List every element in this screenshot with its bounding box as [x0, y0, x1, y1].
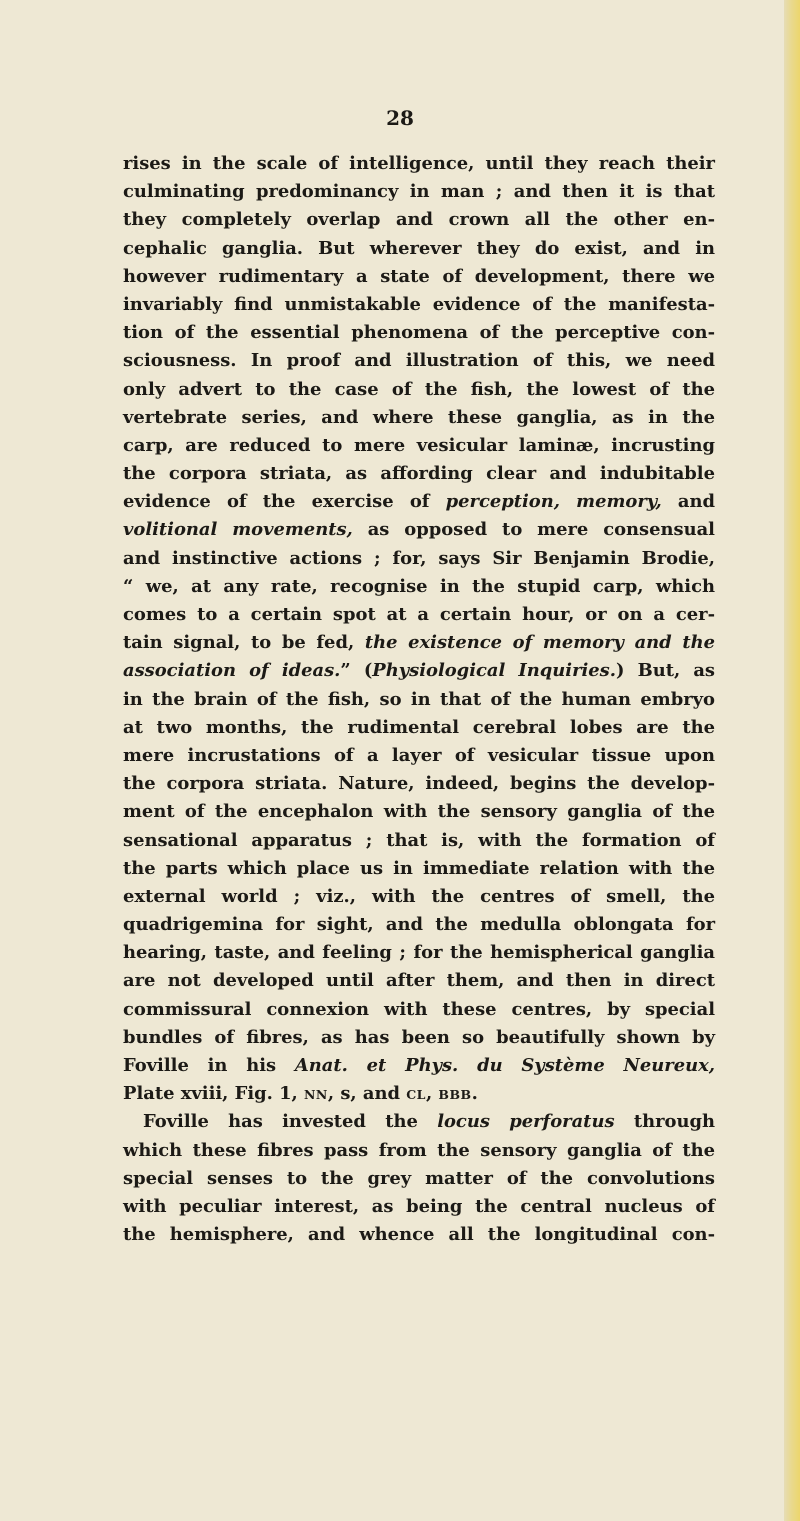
text-line: [123, 1024, 715, 1052]
text-line: [123, 1193, 715, 1221]
text-segment: and instinctive actions ; for, says Sir Benjamin Brodie,: [123, 547, 715, 569]
text-segment: with peculiar interest, as being the central nucleus of: [123, 1195, 715, 1217]
text-line: [123, 488, 715, 516]
text-segment: ,: [425, 1083, 439, 1105]
text-line: [123, 1108, 715, 1136]
text-segment: ” (: [340, 660, 373, 682]
text-segment: , s, and: [327, 1083, 407, 1105]
text-line: [123, 516, 715, 544]
text-segment: which these fibres pass from the sensory ganglia of the: [123, 1139, 715, 1161]
text-segment: sciousness. In proof and illustration of this, we need: [123, 350, 715, 372]
text-segment: at two months, the rudimental cerebral lobes are the: [123, 716, 715, 738]
text-segment: Plate xviii, Fig. 1,: [123, 1083, 304, 1105]
text-line: [123, 1137, 715, 1165]
text-segment: evidence of the exercise of: [123, 491, 446, 513]
text-line: [123, 1052, 715, 1080]
text-segment: cephalic ganglia. But wherever they do exist, and in: [123, 237, 715, 259]
text-line: [123, 206, 715, 234]
text-segment: they completely overlap and crown all the other en-: [123, 209, 715, 231]
text-segment: tion of the essential phenomena of the perceptive con-: [123, 322, 715, 344]
page-number: 28: [386, 106, 414, 130]
body-text: [123, 150, 715, 1249]
text-line: [123, 1080, 715, 1108]
text-segment: the parts which place us in immediate relation with the: [123, 857, 715, 879]
text-segment: hearing, taste, and feeling ; for the hemispherical ganglia: [123, 942, 715, 964]
text-segment: only advert to the case of the fish, the lowest of the: [123, 378, 715, 400]
italic-text: the existence of memory and the: [364, 632, 715, 654]
text-line: [123, 460, 715, 488]
text-line: [123, 770, 715, 798]
text-line: [123, 432, 715, 460]
text-segment: are not developed until after them, and then in direct: [123, 970, 715, 992]
text-segment: commissural connexion with these centres, by special: [123, 998, 715, 1020]
text-line: [123, 319, 715, 347]
italic-text: locus perforatus: [437, 1111, 615, 1133]
italic-text: Anat. et Phys. du Système Neureux,: [294, 1055, 715, 1076]
text-segment: the corpora striata. Nature, indeed, begins the develop-: [123, 773, 715, 795]
text-line: [123, 235, 715, 263]
italic-text: volitional movements,: [123, 519, 353, 541]
text-segment: ) But, as: [616, 660, 715, 682]
text-segment: “ we, at any rate, recognise in the stupid carp, which: [123, 575, 715, 597]
text-segment: rises in the scale of intelligence, until they reach their: [123, 153, 715, 174]
text-segment: special senses to the grey matter of the convolutions: [123, 1167, 715, 1189]
small-caps-text: NN: [304, 1087, 328, 1103]
small-caps-text: CL: [406, 1087, 426, 1103]
text-line: [123, 657, 715, 685]
text-segment: as opposed to mere consensual: [352, 519, 715, 541]
text-segment: the corpora striata, as affording clear and indubitable: [123, 463, 715, 485]
text-segment: vertebrate series, and where these ganglia, as in the: [123, 406, 715, 428]
text-segment: through: [614, 1111, 715, 1133]
text-line: [123, 686, 715, 714]
page-edge-shadow: [784, 0, 800, 1521]
text-segment: the hemisphere, and whence all the longitudinal con-: [123, 1224, 715, 1246]
text-segment: however rudimentary a state of development, there we: [123, 265, 715, 287]
text-segment: invariably find unmistakable evidence of the manifesta-: [123, 293, 715, 315]
text-segment: mere incrustations of a layer of vesicular tissue upon: [123, 744, 715, 766]
italic-text: Physiological Inquiries.: [372, 660, 616, 682]
text-line: [123, 911, 715, 939]
text-segment: carp, are reduced to mere vesicular laminæ, incrusting: [123, 434, 715, 456]
text-line: [123, 967, 715, 995]
text-line: [123, 855, 715, 883]
text-line: [123, 178, 715, 206]
italic-text: perception, memory,: [445, 491, 662, 513]
text-line: [123, 742, 715, 770]
text-line: [123, 601, 715, 629]
text-line: [123, 714, 715, 742]
text-segment: bundles of fibres, as has been so beautifully shown by: [123, 1026, 715, 1048]
text-line: [123, 798, 715, 826]
text-line: [123, 291, 715, 319]
text-line: [123, 347, 715, 375]
text-line: [123, 263, 715, 291]
text-segment: sensational apparatus ; that is, with the formation of: [123, 829, 715, 851]
text-segment: and: [661, 491, 715, 513]
text-segment: ment of the encephalon with the sensory ganglia of the: [123, 801, 715, 823]
text-segment: tain signal, to be fed,: [123, 632, 365, 654]
text-line: [123, 827, 715, 855]
text-segment: quadrigemina for sight, and the medulla oblongata for: [123, 914, 715, 936]
text-segment: culminating predominancy in man ; and then it is that: [123, 181, 715, 203]
italic-text: association of ideas.: [123, 660, 341, 682]
text-segment: external world ; viz., with the centres of smell, the: [123, 885, 715, 907]
text-line: [123, 545, 715, 573]
text-line: [123, 150, 715, 178]
text-line: [123, 629, 715, 657]
text-line: [123, 404, 715, 432]
text-segment: Foville has invested the: [143, 1111, 438, 1133]
text-segment: .: [471, 1083, 478, 1105]
text-line: [123, 939, 715, 967]
text-segment: in the brain of the fish, so in that of the human embryo: [123, 688, 715, 710]
text-line: [123, 996, 715, 1024]
text-line: [123, 573, 715, 601]
text-line: [123, 1221, 715, 1249]
small-caps-text: BBB: [438, 1087, 472, 1103]
text-segment: comes to a certain spot at a certain hour, or on a cer-: [123, 604, 715, 625]
text-line: [123, 376, 715, 404]
text-segment: Foville in his: [123, 1055, 295, 1076]
text-line: [123, 1165, 715, 1193]
text-line: [123, 883, 715, 911]
